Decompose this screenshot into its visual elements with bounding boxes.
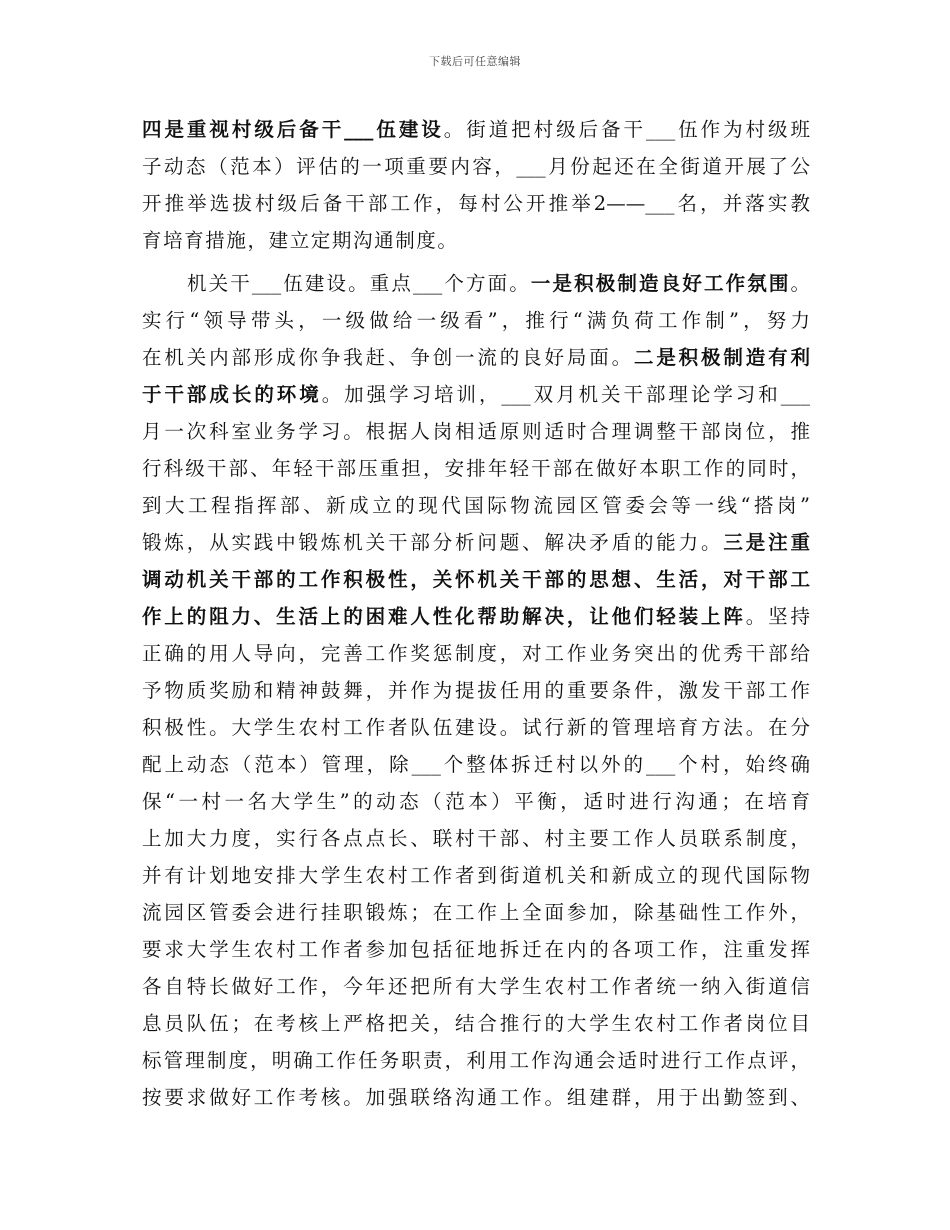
bold-text: 于干部成长的环境	[142, 383, 322, 406]
body-text: 开推举选拔村级后备干部工作，每村公开推举2——___名，并落实教	[142, 192, 810, 215]
body-text: 到大工程指挥部、新成立的现代国际物流园区管委会等一线“搭岗”	[142, 494, 810, 517]
text-line	[142, 894, 810, 931]
body-text: 保“一村一名大学生”的动态（范本）平衡，适时进行沟通；在培育	[142, 790, 810, 813]
body-text: 按要求做好工作考核。加强联络沟通工作。组建群，用于出勤签到、	[142, 1086, 810, 1109]
paragraph	[142, 265, 810, 1116]
text-line	[142, 185, 810, 222]
text-line	[142, 931, 810, 968]
text-line	[142, 376, 810, 413]
text-line	[142, 265, 810, 302]
body-text: 育培育措施，建立定期沟通制度。	[142, 229, 459, 252]
text-line	[142, 820, 810, 857]
text-line	[142, 1042, 810, 1079]
text-line	[142, 709, 810, 746]
body-text: 息员队伍；在考核上严格把关，结合推行的大学生农村工作者岗位目	[142, 1012, 810, 1035]
text-line	[142, 413, 810, 450]
body-text: 在机关内部形成你争我赶、争创一流的良好局面。	[142, 346, 634, 369]
body-text: 各自特长做好工作，今年还把所有大学生农村工作者统一纳入街道信	[142, 975, 810, 998]
bold-text: 三是注重	[723, 531, 810, 554]
text-line	[142, 450, 810, 487]
body-text: 并有计划地安排大学生农村工作者到街道机关和新成立的现代国际物	[142, 864, 810, 887]
text-line	[142, 746, 810, 783]
text-line	[142, 222, 810, 259]
body-text: 锻炼，从实践中锻炼机关干部分析问题、解决矛盾的能力。	[142, 531, 724, 554]
body-text: 要求大学生农村工作者参加包括征地拆迁在内的各项工作，注重发挥	[142, 938, 810, 961]
body-text: 上加大力度，实行各点点长、联村干部、村主要工作人员联系制度，	[142, 827, 810, 850]
bold-text: 作上的阻力、生活上的困难人性化帮助解决，让他们轻装上阵	[142, 605, 746, 628]
body-text: 机关干___伍建设。重点___个方面。	[187, 272, 531, 295]
text-line	[142, 524, 810, 561]
bold-text: 调动机关干部的工作积极性，关怀机关干部的思想、生活，对干部工	[142, 568, 810, 591]
text-line	[142, 487, 810, 524]
body-text: 标管理制度，明确工作任务职责，利用工作沟通会适时进行工作点评，	[142, 1049, 810, 1072]
text-line	[142, 1079, 810, 1116]
bold-text: 一是积极制造良好工作氛围	[530, 272, 791, 295]
body-text: 子动态（范本）评估的一项重要内容，___月份起还在全街道开展了公	[142, 155, 810, 178]
paragraph	[142, 111, 810, 259]
body-text: 正确的用人导向，完善工作奖惩制度，对工作业务突出的优秀干部给	[142, 642, 810, 665]
body-text: 。	[790, 272, 810, 295]
text-line	[142, 635, 810, 672]
body-text: 月一次科室业务学习。根据人岗相适原则适时合理调整干部岗位，推	[142, 420, 810, 443]
text-line	[142, 783, 810, 820]
document-body	[142, 111, 810, 1116]
body-text: 。加强学习培训，___双月机关干部理论学习和___	[321, 383, 810, 406]
body-text: 配上动态（范本）管理，除___个整体拆迁村以外的___个村，始终确	[142, 753, 810, 776]
text-line	[142, 148, 810, 185]
body-text: 。坚持	[745, 605, 810, 628]
bold-text: 四是重视村级后备干___伍建设	[142, 118, 444, 141]
body-text: 。街道把村级后备干___伍作为村级班	[443, 118, 810, 141]
text-line	[142, 968, 810, 1005]
body-text: 予物质奖励和精神鼓舞，并作为提拔任用的重要条件，激发干部工作	[142, 679, 810, 702]
text-line	[142, 561, 810, 598]
body-text: 流园区管委会进行挂职锻炼；在工作上全面参加，除基础性工作外，	[142, 901, 810, 924]
text-line	[142, 302, 810, 339]
body-text: 行科级干部、年轻干部压重担，安排年轻干部在做好本职工作的同时，	[142, 457, 810, 480]
page-header: 下载后可任意编辑	[429, 55, 521, 68]
body-text: 实行“领导带头，一级做给一级看”，推行“满负荷工作制”，努力	[142, 309, 810, 332]
bold-text: 二是积极制造有利	[633, 346, 810, 369]
text-line	[142, 1005, 810, 1042]
text-line	[142, 598, 810, 635]
body-text: 积极性。大学生农村工作者队伍建设。试行新的管理培育方法。在分	[142, 716, 810, 739]
text-line	[142, 339, 810, 376]
text-line	[142, 672, 810, 709]
text-line	[142, 111, 810, 148]
text-line	[142, 857, 810, 894]
